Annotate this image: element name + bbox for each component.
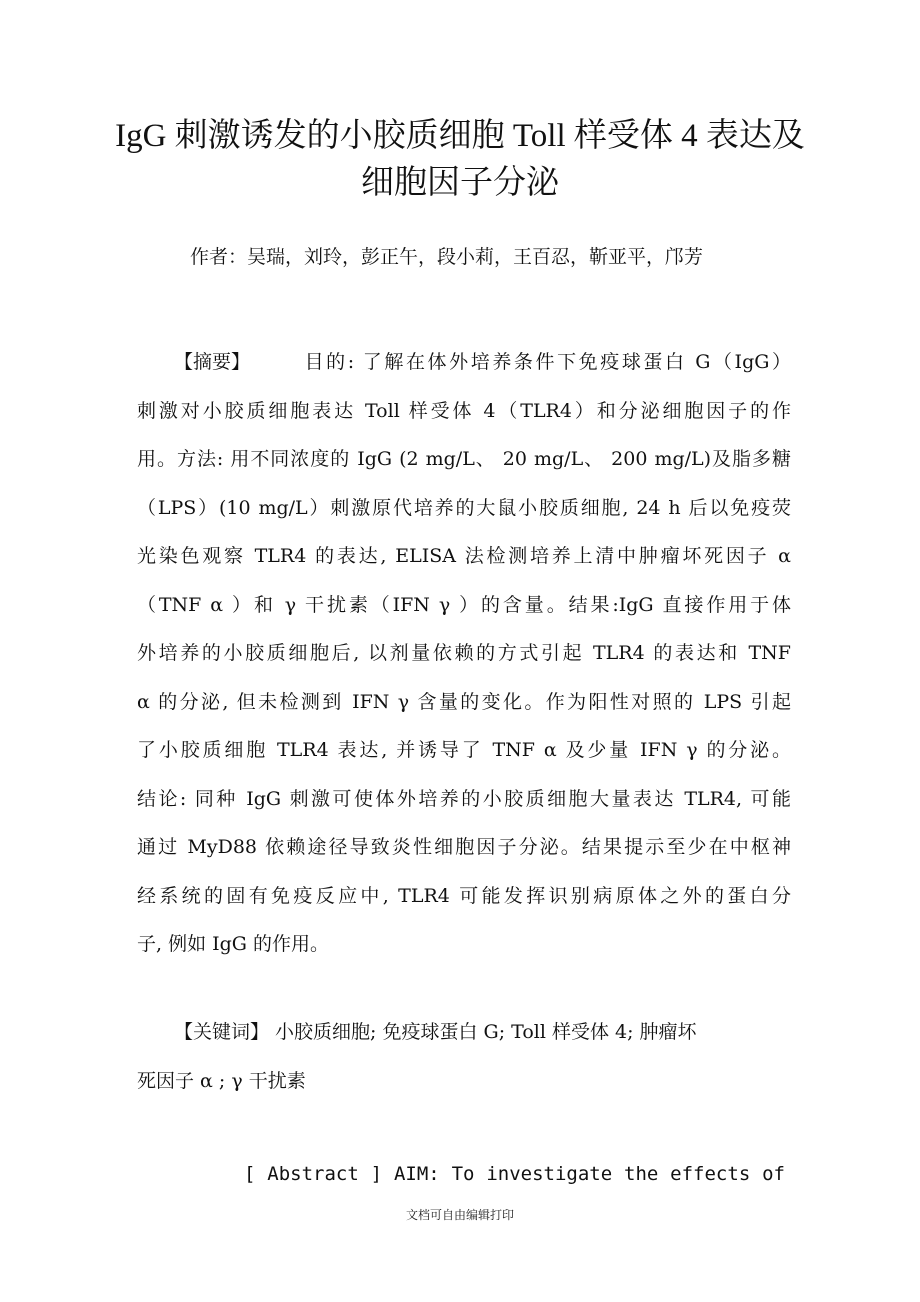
chinese-abstract (137, 338, 791, 969)
paper-title-line-2: 细胞因子分泌 (361, 165, 559, 201)
abstract-line: （TNF α ）和 γ 干扰素（IFN γ ）的含量。结果:IgG 直接作用于体 (137, 593, 791, 616)
abstract-line (137, 338, 791, 387)
keywords-text: 【关键词】 小胶质细胞; 免疫球蛋白 G; Toll 样受体 4; 肿瘤坏 (174, 1021, 697, 1043)
abstract-line: 外培养的小胶质细胞后, 以剂量依赖的方式引起 TLR4 的表达和 TNF (137, 642, 791, 664)
abstract-line: 用。方法: 用不同浓度的 IgG (2 mg/L、 20 mg/L、 200 mg/L)及脂多糖 (137, 448, 791, 470)
keywords-line-1 (137, 1008, 791, 1057)
abstract-line-text: 目的: 了解在体外培养条件下免疫球蛋白 G（IgG） (302, 351, 791, 373)
author-list: 作者：吴瑞，刘玲，彭正午，段小莉，王百忍，靳亚平，邝芳 (190, 246, 704, 268)
abstract-line: 通过 MyD88 依赖途径导致炎性细胞因子分泌。结果提示至少在中枢神 (137, 836, 791, 858)
abstract-line: （LPS）(10 mg/L）刺激原代培养的大鼠小胶质细胞, 24 h 后以免疫荧 (137, 496, 791, 519)
abstract-line: 了小胶质细胞 TLR4 表达, 并诱导了 TNF α 及少量 IFN γ 的分泌。 (137, 739, 791, 761)
abstract-line: α 的分泌, 但未检测到 IFN γ 含量的变化。作为阳性对照的 LPS 引起 (137, 690, 791, 713)
abstract-label: 【摘要】 (174, 351, 251, 373)
keywords-section (137, 1008, 791, 1105)
abstract-line: 结论: 同种 IgG 刺激可使体外培养的小胶质细胞大量表达 TLR4, 可能 (137, 787, 791, 810)
page-footer: 文档可自由编辑打印 (405, 1208, 514, 1222)
abstract-line: 刺激对小胶质细胞表达 Toll 样受体 4（TLR4）和分泌细胞因子的作 (137, 399, 791, 422)
english-abstract-line: [ Abstract ] AIM: To investigate the effects of (244, 1163, 785, 1185)
abstract-line: 子, 例如 IgG 的作用。 (137, 933, 330, 955)
abstract-line: 光染色观察 TLR4 的表达, ELISA 法检测培养上清中肿瘤坏死因子 α (137, 545, 791, 567)
abstract-line: 经系统的固有免疫反应中, TLR4 可能发挥识别病原体之外的蛋白分 (137, 884, 791, 907)
paper-title-line-1: IgG 刺激诱发的小胶质细胞 Toll 样受体 4 表达及 (115, 118, 805, 154)
keywords-line-2: 死因子 α ; γ 干扰素 (137, 1069, 306, 1092)
